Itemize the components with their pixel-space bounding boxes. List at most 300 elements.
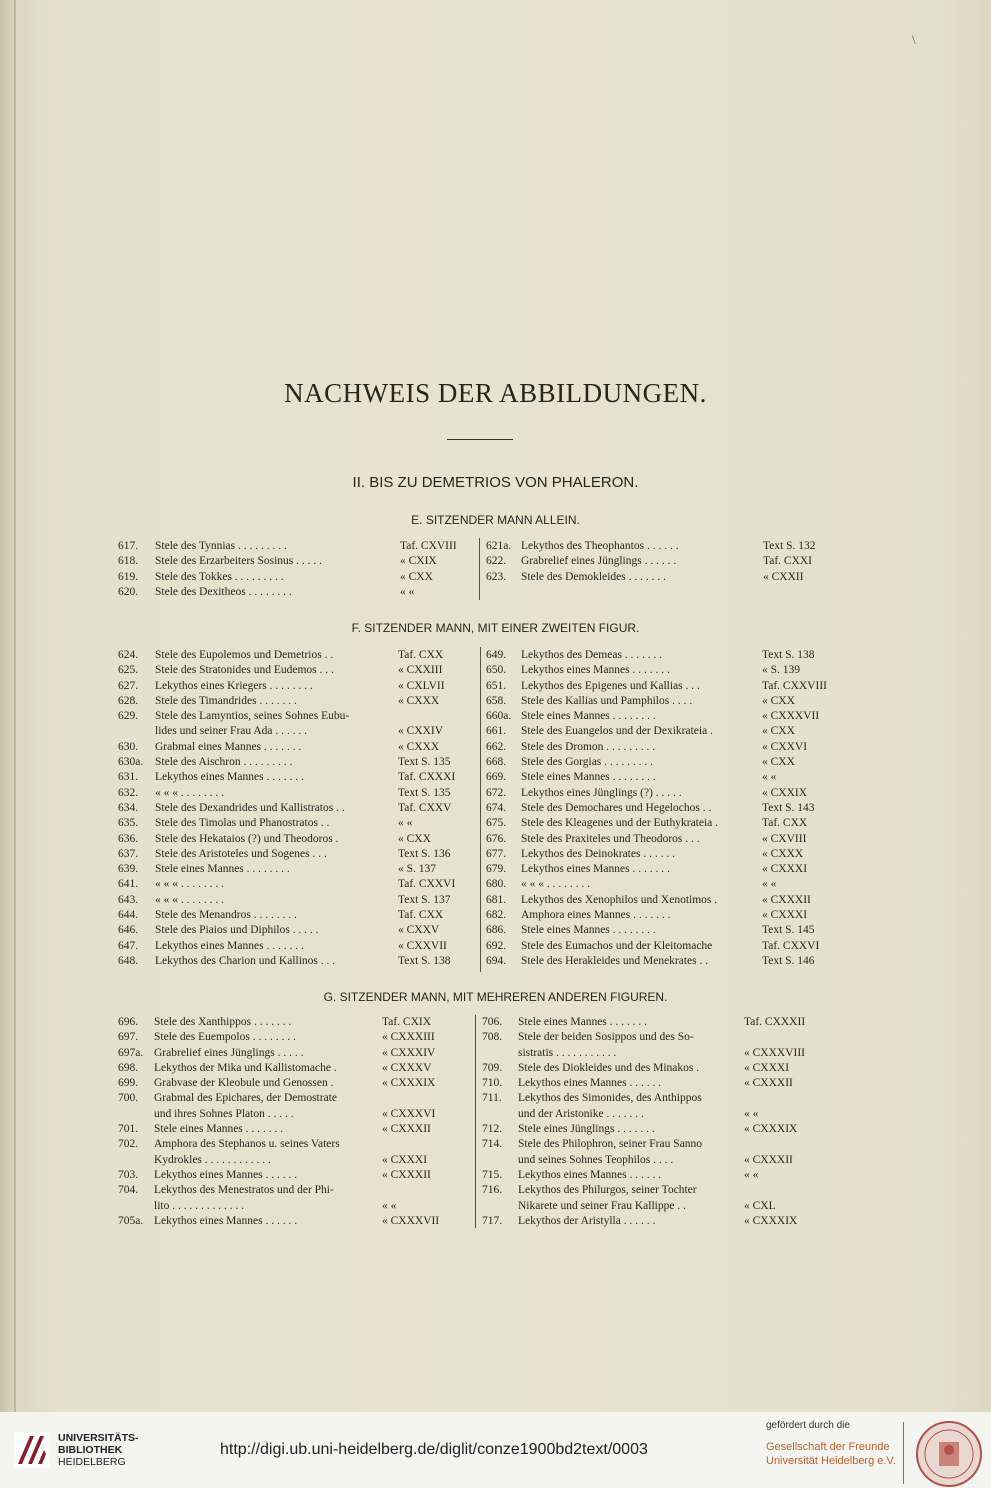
- entry-description: Stele des Dexitheos . . . . . . . .: [155, 585, 292, 598]
- index-entry: [118, 1091, 470, 1106]
- entry-description: Grabmal eines Mannes . . . . . . .: [155, 740, 302, 753]
- entry-plate-reference: « CXXXV: [382, 1061, 432, 1074]
- entry-description: Stele des Timolas und Phanostratos . .: [155, 817, 330, 830]
- index-entry: [486, 570, 836, 585]
- index-entry: [486, 862, 836, 877]
- entry-number: 650.: [486, 664, 507, 677]
- entry-plate-reference: « CXXX: [398, 740, 440, 753]
- entry-plate-reference: Taf. CXXVI: [398, 878, 456, 891]
- index-entry: [486, 740, 836, 755]
- entry-number: 641.: [118, 878, 139, 891]
- section-g-right-column: [482, 1015, 832, 1229]
- section-heading-g: G. SITZENDER MANN, MIT MEHREREN ANDEREN FIGUREN.: [323, 990, 668, 1004]
- entry-plate-reference: Text S. 135: [398, 786, 451, 799]
- index-entry: [486, 663, 836, 678]
- index-entry: [118, 893, 470, 908]
- entry-description: Stele des Dexandrides und Kallistratos . .: [155, 801, 345, 814]
- entry-plate-reference: Taf. CXXVIII: [762, 679, 827, 692]
- entry-plate-reference: « CXXXI: [762, 909, 808, 922]
- entry-number: 696.: [118, 1016, 139, 1028]
- entry-plate-reference: Text S. 138: [398, 954, 451, 967]
- index-entry: [118, 724, 470, 739]
- entry-description: Stele des Gorgias . . . . . . . . .: [521, 756, 654, 769]
- entry-description: sistratis . . . . . . . . . . .: [518, 1046, 617, 1059]
- entry-number: 635.: [118, 817, 139, 830]
- index-entry: [118, 954, 470, 969]
- entry-plate-reference: « CXXXI: [382, 1153, 428, 1166]
- entry-number: 686.: [486, 924, 507, 937]
- entry-number: 708.: [482, 1031, 503, 1044]
- entry-description: Stele eines Jünglings . . . . . . .: [518, 1123, 655, 1136]
- entry-number: 697a.: [118, 1046, 144, 1059]
- entry-description: Lekythos des Deinokrates . . . . . .: [521, 847, 675, 860]
- entry-description: Lekythos der Mika und Kallistomache .: [154, 1061, 337, 1074]
- index-entry: [486, 801, 836, 816]
- entry-number: 709.: [482, 1061, 503, 1074]
- entry-plate-reference: « «: [400, 585, 415, 598]
- entry-description: Stele des Kallias und Pamphilos . . . .: [521, 694, 693, 707]
- column-divider: [475, 1015, 476, 1228]
- index-entry: [118, 923, 470, 938]
- entry-description: Lekythos eines Mannes . . . . . . .: [155, 939, 304, 952]
- index-entry: [118, 740, 470, 755]
- entry-number: 622.: [486, 555, 507, 568]
- entry-description: Stele eines Mannes . . . . . . .: [518, 1016, 648, 1028]
- index-entry: [118, 1015, 470, 1030]
- index-entry: [118, 1168, 470, 1183]
- entry-description: Stele des Aischron . . . . . . . . .: [155, 756, 293, 769]
- entry-number: 617.: [118, 540, 139, 552]
- university-seal-icon: [915, 1420, 983, 1488]
- entry-plate-reference: Text S. 145: [762, 924, 815, 937]
- entry-plate-reference: « CXXXII: [744, 1153, 793, 1166]
- entry-number: 627.: [118, 679, 139, 692]
- entry-description: Grabmal des Epichares, der Demostrate: [154, 1092, 337, 1105]
- entry-description: Lekythos eines Mannes . . . . . .: [518, 1077, 662, 1090]
- entry-description: Stele eines Mannes . . . . . . .: [154, 1123, 284, 1136]
- entry-plate-reference: « CXX: [400, 570, 433, 583]
- entry-plate-reference: « CXXXIX: [744, 1214, 798, 1227]
- entry-description: Stele des Menandros . . . . . . . .: [155, 909, 297, 922]
- section-e-right-column: [486, 539, 836, 585]
- entry-plate-reference: « CXXXIX: [382, 1077, 436, 1090]
- entry-plate-reference: « «: [762, 878, 777, 891]
- entry-plate-reference: « «: [398, 817, 413, 830]
- entry-plate-reference: « CXXVII: [398, 939, 447, 952]
- entry-plate-reference: Taf. CXX: [398, 909, 444, 922]
- entry-plate-reference: « CXXX: [762, 847, 804, 860]
- entry-number: 701.: [118, 1123, 139, 1136]
- index-entry: [118, 832, 470, 847]
- entry-plate-reference: « CXXXI: [762, 863, 808, 876]
- index-entry: [482, 1137, 832, 1152]
- index-entry: [486, 648, 836, 663]
- entry-description: und ihres Sohnes Platon . . . . .: [154, 1107, 294, 1120]
- index-entry: [482, 1214, 832, 1229]
- entry-plate-reference: Taf. CXVIII: [400, 540, 457, 552]
- entry-description: lides und seiner Frau Ada . . . . . .: [155, 725, 308, 738]
- index-entry: [482, 1046, 832, 1061]
- entry-description: Stele eines Mannes . . . . . . . .: [521, 710, 656, 723]
- entry-description: Stele des Kleagenes und der Euthykrateia .: [521, 817, 719, 830]
- entry-description: Stele des Praxiteles und Theodoros . . .: [521, 832, 700, 845]
- digitization-footer: [0, 1412, 991, 1488]
- entry-description: Grabrelief eines Jünglings . . . . .: [154, 1046, 304, 1059]
- entry-plate-reference: « CXXX: [398, 694, 440, 707]
- entry-description: Lekythos eines Mannes . . . . . .: [518, 1168, 662, 1181]
- entry-plate-reference: « CXIX: [400, 555, 437, 568]
- entry-number: 647.: [118, 939, 139, 952]
- entry-description: Lekythos des Theophantos . . . . . .: [521, 540, 679, 552]
- entry-description: Stele des Diokleides und des Minakos .: [518, 1061, 700, 1074]
- entry-plate-reference: « CXXXIX: [744, 1123, 798, 1136]
- entry-description: Lekythos des Simonides, des Anthippos: [518, 1092, 702, 1105]
- index-entry: [118, 1137, 470, 1152]
- entry-plate-reference: « CXVIII: [762, 832, 807, 845]
- entry-description: Stele des Tokkes . . . . . . . . .: [155, 570, 284, 583]
- entry-description: Lekythos eines Kriegers . . . . . . . .: [155, 679, 313, 692]
- entry-number: 697.: [118, 1031, 139, 1044]
- entry-number: 632.: [118, 786, 139, 799]
- entry-description: Stele des Philophron, seiner Frau Sanno: [518, 1138, 702, 1151]
- index-entry: [486, 709, 836, 724]
- entry-number: 669.: [486, 771, 507, 784]
- index-entry: [486, 539, 836, 554]
- part-heading: II. BIS ZU DEMETRIOS VON PHALERON.: [352, 474, 639, 491]
- entry-plate-reference: « CXXXVII: [382, 1214, 440, 1227]
- section-f-left-column: [118, 648, 470, 969]
- entry-number: 646.: [118, 924, 139, 937]
- index-entry: [482, 1153, 832, 1168]
- sponsor-name-line: Gesellschaft der Freunde: [766, 1441, 890, 1453]
- entry-plate-reference: « CXXVI: [762, 740, 808, 753]
- entry-plate-reference: « CXXXII: [382, 1168, 431, 1181]
- index-entry: [486, 770, 836, 785]
- index-entry: [118, 847, 470, 862]
- index-entry: [118, 816, 470, 831]
- index-entry: [118, 877, 470, 892]
- entry-plate-reference: Text S. 138: [762, 649, 815, 661]
- entry-plate-reference: « S. 137: [398, 863, 437, 876]
- entry-description: Lekythos der Aristylla . . . . . .: [518, 1214, 656, 1227]
- entry-plate-reference: « CXXIV: [398, 725, 444, 738]
- entry-number: 639.: [118, 863, 139, 876]
- entry-number: 698.: [118, 1061, 139, 1074]
- entry-number: 628.: [118, 694, 139, 707]
- index-entry: [118, 1076, 470, 1091]
- entry-number: 699.: [118, 1077, 139, 1090]
- entry-description: Stele des Herakleides und Menekrates . .: [521, 954, 709, 967]
- entry-plate-reference: « CXXXII: [744, 1077, 793, 1090]
- index-entry: [486, 755, 836, 770]
- entry-plate-reference: « CXX: [398, 832, 431, 845]
- entry-description: Lekythos des Demeas . . . . . . .: [521, 649, 663, 661]
- entry-number: 619.: [118, 570, 139, 583]
- entry-description: Amphora eines Mannes . . . . . . .: [521, 909, 671, 922]
- index-entry: [118, 648, 470, 663]
- index-entry: [118, 709, 470, 724]
- entry-number: 716.: [482, 1184, 503, 1197]
- index-entry: [118, 1122, 470, 1137]
- entry-description: Lekythos eines Mannes . . . . . . .: [521, 664, 670, 677]
- index-entry: [118, 1107, 470, 1122]
- entry-number: 624.: [118, 649, 139, 661]
- index-entry: [118, 1061, 470, 1076]
- index-entry: [482, 1107, 832, 1122]
- entry-number: 711.: [482, 1092, 502, 1105]
- entry-description: Lekythos des Charion und Kallinos . . .: [155, 954, 336, 967]
- entry-description: Stele des Tynnias . . . . . . . . .: [155, 540, 287, 552]
- entry-description: Lekythos des Epigenes und Kallias . . .: [521, 679, 700, 692]
- entry-description: Grabrelief eines Jünglings . . . . . .: [521, 555, 677, 568]
- entry-plate-reference: Text S. 143: [762, 801, 815, 814]
- sponsor-name-line: Universität Heidelberg e.V.: [766, 1455, 896, 1467]
- entry-description: Stele des Demokleides . . . . . . .: [521, 570, 667, 583]
- entry-number: 712.: [482, 1123, 503, 1136]
- index-entry: [118, 694, 470, 709]
- sponsor-name: [766, 1440, 896, 1468]
- index-entry: [118, 1183, 470, 1198]
- entry-plate-reference: « «: [744, 1107, 759, 1120]
- index-entry: [118, 755, 470, 770]
- index-entry: [118, 862, 470, 877]
- entry-plate-reference: Taf. CXX: [398, 649, 444, 661]
- sponsor-label: gefördert durch die: [766, 1420, 850, 1431]
- entry-number: 634.: [118, 801, 139, 814]
- entry-description: Lekythos des Menestratos und der Phi-: [154, 1184, 334, 1197]
- entry-description: Lekythos des Philurgos, seiner Tochter: [518, 1184, 697, 1197]
- index-entry: [482, 1015, 832, 1030]
- entry-number: 700.: [118, 1092, 139, 1105]
- entry-number: 704.: [118, 1184, 139, 1197]
- entry-plate-reference: « CXXXII: [382, 1123, 431, 1136]
- entry-number: 681.: [486, 893, 507, 906]
- entry-plate-reference: « CXX: [762, 725, 795, 738]
- entry-plate-reference: « CXXIX: [762, 786, 808, 799]
- entry-description: Stele des Aristoteles und Sogenes . . .: [155, 847, 327, 860]
- entry-number: 630.: [118, 740, 139, 753]
- entry-plate-reference: Taf. CXXI: [763, 555, 813, 568]
- index-entry: [118, 585, 468, 600]
- section-g-left-column: [118, 1015, 470, 1229]
- entry-plate-reference: « CXXXIV: [382, 1046, 436, 1059]
- entry-number: 705a.: [118, 1214, 144, 1227]
- entry-description: Lekythos eines Jünglings (?) . . . . .: [521, 786, 682, 799]
- page-edge: [14, 0, 16, 1412]
- index-entry: [118, 786, 470, 801]
- entry-description: Stele des Erzarbeiters Sosinus . . . . .: [155, 555, 323, 568]
- index-entry: [118, 908, 470, 923]
- entry-number: 710.: [482, 1077, 503, 1090]
- index-entry: [482, 1030, 832, 1045]
- entry-description: Stele eines Mannes . . . . . . . .: [521, 771, 656, 784]
- entry-plate-reference: « CXX: [762, 756, 795, 769]
- entry-number: 623.: [486, 570, 507, 583]
- entry-plate-reference: Taf. CXXXI: [398, 771, 456, 784]
- entry-number: 621a.: [486, 540, 512, 552]
- index-entry: [486, 554, 836, 569]
- entry-description: Stele des Eumachos und der Kleitomache: [521, 939, 713, 952]
- index-entry: [486, 939, 836, 954]
- section-f-right-column: [486, 648, 836, 969]
- entry-number: 679.: [486, 863, 507, 876]
- entry-number: 651.: [486, 679, 507, 692]
- entry-number: 643.: [118, 893, 139, 906]
- entry-number: 703.: [118, 1168, 139, 1181]
- entry-number: 630a.: [118, 756, 144, 769]
- library-name: [58, 1432, 139, 1468]
- entry-number: 661.: [486, 725, 507, 738]
- entry-number: 717.: [482, 1214, 503, 1227]
- entry-plate-reference: « CXLVII: [398, 679, 445, 692]
- index-entry: [486, 893, 836, 908]
- entry-number: 658.: [486, 694, 507, 707]
- index-entry: [118, 770, 470, 785]
- index-entry: [486, 832, 836, 847]
- entry-plate-reference: « S. 139: [762, 664, 801, 677]
- entry-description: Amphora des Stephanos u. seines Vaters: [154, 1138, 340, 1151]
- index-entry: [486, 877, 836, 892]
- entry-plate-reference: Text S. 135: [398, 756, 451, 769]
- index-entry: [486, 908, 836, 923]
- page-title: NACHWEIS DER ABBILDUNGEN.: [284, 378, 707, 408]
- entry-description: « « « . . . . . . . .: [155, 786, 224, 799]
- entry-description: Stele eines Mannes . . . . . . . .: [155, 863, 290, 876]
- index-entry: [486, 786, 836, 801]
- entry-number: 668.: [486, 756, 507, 769]
- entry-number: 692.: [486, 939, 507, 952]
- entry-number: 618.: [118, 555, 139, 568]
- entry-description: Stele des Euangelos und der Dexikrateia .: [521, 725, 713, 738]
- index-entry: [486, 923, 836, 938]
- index-entry: [118, 679, 470, 694]
- corner-mark: \: [912, 32, 916, 47]
- entry-number: 629.: [118, 710, 139, 723]
- index-entry: [118, 1153, 470, 1168]
- entry-plate-reference: Taf. CXXXII: [744, 1016, 806, 1028]
- entry-number: 674.: [486, 801, 507, 814]
- entry-plate-reference: « CXXII: [763, 570, 804, 583]
- entry-plate-reference: Taf. CXXVI: [762, 939, 820, 952]
- entry-plate-reference: Taf. CXXV: [398, 801, 452, 814]
- index-entry: [118, 663, 470, 678]
- library-logo-icon: [14, 1432, 50, 1468]
- index-entry: [486, 694, 836, 709]
- entry-description: Stele des Euempolos . . . . . . . .: [154, 1031, 296, 1044]
- entry-number: 662.: [486, 740, 507, 753]
- entry-number: 680.: [486, 878, 507, 891]
- entry-number: 675.: [486, 817, 507, 830]
- entry-description: Stele des Timandrides . . . . . . .: [155, 694, 297, 707]
- entry-plate-reference: Taf. CXIX: [382, 1016, 432, 1028]
- section-heading-e: E. SITZENDER MANN ALLEIN.: [411, 513, 580, 527]
- index-entry: [482, 1183, 832, 1198]
- library-name-line: HEIDELBERG: [58, 1456, 126, 1468]
- index-entry: [486, 816, 836, 831]
- entry-plate-reference: Text S. 132: [763, 540, 816, 552]
- index-entry: [118, 939, 470, 954]
- entry-plate-reference: Text S. 137: [398, 893, 451, 906]
- index-entry: [118, 1214, 470, 1229]
- entry-number: 637.: [118, 847, 139, 860]
- index-entry: [482, 1061, 832, 1076]
- permalink-url[interactable]: http://digi.ub.uni-heidelberg.de/diglit/conze1900bd2text/0003: [220, 1441, 648, 1458]
- column-divider: [479, 538, 480, 600]
- entry-description: Stele eines Mannes . . . . . . . .: [521, 924, 656, 937]
- entry-plate-reference: « «: [762, 771, 777, 784]
- index-entry: [118, 539, 468, 554]
- entry-plate-reference: « CXXXI: [744, 1061, 790, 1074]
- entry-description: Stele des Dromon . . . . . . . . .: [521, 740, 656, 753]
- entry-description: lito . . . . . . . . . . . . .: [154, 1199, 245, 1212]
- entry-number: 672.: [486, 786, 507, 799]
- entry-plate-reference: Taf. CXX: [762, 817, 808, 830]
- entry-plate-reference: « CXXXVIII: [744, 1046, 806, 1059]
- index-entry: [482, 1091, 832, 1106]
- entry-plate-reference: Text S. 146: [762, 954, 815, 967]
- entry-number: 636.: [118, 832, 139, 845]
- entry-number: 677.: [486, 847, 507, 860]
- library-name-line: UNIVERSITÄTS-: [58, 1432, 139, 1444]
- entry-number: 676.: [486, 832, 507, 845]
- entry-plate-reference: « «: [382, 1199, 397, 1212]
- entry-description: Stele des Piaios und Diphilos . . . . .: [155, 924, 319, 937]
- entry-number: 682.: [486, 909, 507, 922]
- index-entry: [482, 1199, 832, 1214]
- entry-number: 706.: [482, 1016, 503, 1028]
- entry-description: Stele des Eupolemos und Demetrios . .: [155, 649, 334, 661]
- entry-number: 644.: [118, 909, 139, 922]
- index-entry: [486, 724, 836, 739]
- entry-description: « « « . . . . . . . .: [521, 878, 590, 891]
- entry-plate-reference: « CXX: [762, 694, 795, 707]
- section-e-left-column: [118, 539, 468, 600]
- entry-number: 631.: [118, 771, 139, 784]
- entry-description: Stele des Stratonides und Eudemos . . .: [155, 664, 334, 677]
- index-entry: [118, 1030, 470, 1045]
- entry-plate-reference: « CXXXVII: [762, 710, 820, 723]
- entry-number: 715.: [482, 1168, 503, 1181]
- entry-description: Lekythos eines Mannes . . . . . . .: [155, 771, 304, 784]
- entry-description: Kydrokles . . . . . . . . . . . .: [154, 1153, 271, 1166]
- entry-description: Grabvase der Kleobule und Genossen .: [154, 1077, 334, 1090]
- entry-description: Lekythos eines Mannes . . . . . .: [154, 1168, 298, 1181]
- index-entry: [482, 1122, 832, 1137]
- index-entry: [486, 847, 836, 862]
- entry-description: Stele der beiden Sosippos und des So-: [518, 1031, 694, 1044]
- entry-plate-reference: « CXXV: [398, 924, 440, 937]
- index-entry: [118, 554, 468, 569]
- index-entry: [486, 679, 836, 694]
- entry-description: « « « . . . . . . . .: [155, 878, 224, 891]
- sponsor-divider: [903, 1422, 904, 1484]
- entry-description: Stele des Xanthippos . . . . . . .: [154, 1016, 292, 1028]
- entry-number: 620.: [118, 585, 139, 598]
- entry-plate-reference: « CXXXVI: [382, 1107, 436, 1120]
- entry-number: 660a.: [486, 710, 512, 723]
- index-entry: [118, 570, 468, 585]
- entry-plate-reference: « CXL: [744, 1199, 776, 1212]
- entry-description: Lekythos eines Mannes . . . . . .: [154, 1214, 298, 1227]
- index-entry: [118, 1199, 470, 1214]
- entry-description: Stele des Lamyntios, seines Sohnes Eubu-: [155, 710, 350, 723]
- entry-number: 702.: [118, 1138, 139, 1151]
- entry-description: « « « . . . . . . . .: [155, 893, 224, 906]
- entry-description: Lekythos eines Mannes . . . . . . .: [521, 863, 670, 876]
- entry-description: Stele des Hekataios (?) und Theodoros .: [155, 832, 339, 845]
- title-rule: [447, 439, 513, 440]
- column-divider: [480, 647, 481, 972]
